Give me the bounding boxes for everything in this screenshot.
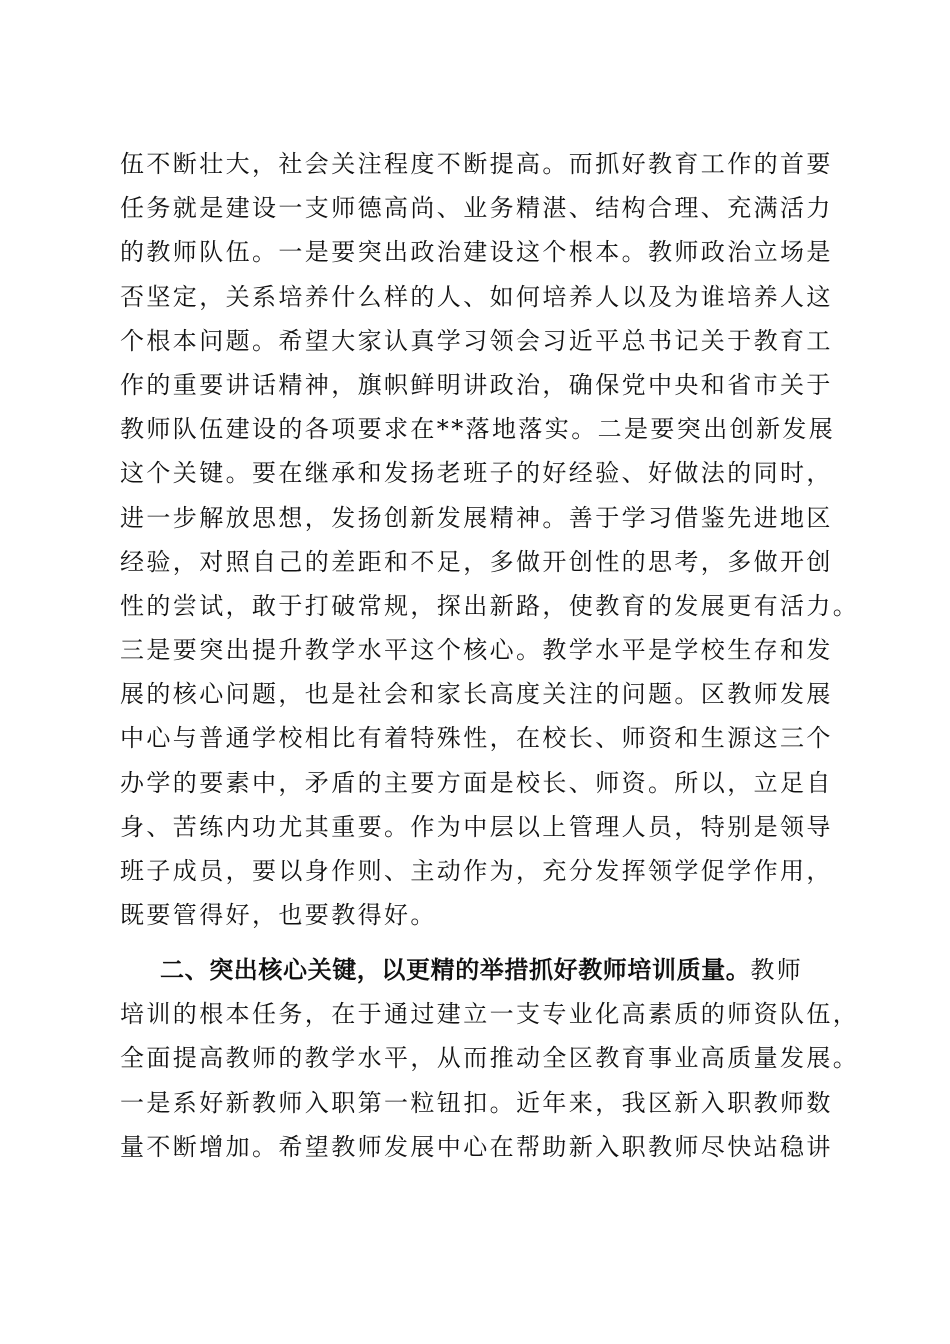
text-line: 个根本问题。希望大家认真学习领会习近平总书记关于教育工 <box>120 326 833 355</box>
text-line: 的教师队伍。一是要突出政治建设这个根本。教师政治立场是 <box>120 238 833 267</box>
text-line: 中心与普通学校相比有着特殊性，在校长、师资和生源这三个 <box>120 724 833 753</box>
text-line: 一是系好新教师入职第一粒钮扣。近年来，我区新入职教师数 <box>120 1088 833 1117</box>
text-line: 既要管得好，也要教得好。 <box>120 901 437 930</box>
text-line: 性的尝试，敢于打破常规，探出新路，使教育的发展更有活力。 <box>120 591 860 620</box>
text-line: 作的重要讲话精神，旗帜鲜明讲政治，确保党中央和省市关于 <box>120 370 833 399</box>
text-line: 伍不断壮大，社会关注程度不断提高。而抓好教育工作的首要 <box>120 150 833 178</box>
text-line: 经验，对照自己的差距和不足，多做开创性的思考，多做开创 <box>120 547 833 576</box>
section-heading-line <box>120 948 850 992</box>
text-line: 办学的要素中，矛盾的主要方面是校长、师资。所以，立足自 <box>120 768 833 797</box>
body-paragraph-2 <box>120 948 860 1169</box>
text-line: 量不断增加。希望教师发展中心在帮助新入职教师尽快站稳讲 <box>120 1132 833 1161</box>
text-line: 培训的根本任务，在于通过建立一支专业化高素质的师资队伍， <box>120 1000 860 1029</box>
text-line: 展的核心问题，也是社会和家长高度关注的问题。区教师发展 <box>120 680 833 709</box>
body-paragraph-1 <box>120 142 860 937</box>
text-line: 班子成员，要以身作则、主动作为，充分发挥领学促学作用， <box>120 857 833 885</box>
text-line: 这个关键。要在继承和发扬老班子的好经验、好做法的同时， <box>120 459 833 488</box>
section-heading-tail: 教师 <box>750 956 804 984</box>
text-line: 教师队伍建设的各项要求在**落地落实。二是要突出创新发展 <box>120 415 836 444</box>
text-line: 任务就是建设一支师德高尚、业务精湛、结构合理、充满活力 <box>120 194 833 223</box>
text-line: 进一步解放思想，发扬创新发展精神。善于学习借鉴先进地区 <box>120 503 833 532</box>
section-heading: 二、突出核心关键，以更精的举措抓好教师培训质量。 <box>160 956 751 984</box>
text-line: 否坚定，关系培养什么样的人、如何培养人以及为谁培养人这 <box>120 282 833 311</box>
text-line: 身、苦练内功尤其重要。作为中层以上管理人员，特别是领导 <box>120 812 833 841</box>
text-line: 三是要突出提升教学水平这个核心。教学水平是学校生存和发 <box>120 636 833 665</box>
text-line: 全面提高教师的教学水平，从而推动全区教育事业高质量发展。 <box>120 1044 860 1073</box>
